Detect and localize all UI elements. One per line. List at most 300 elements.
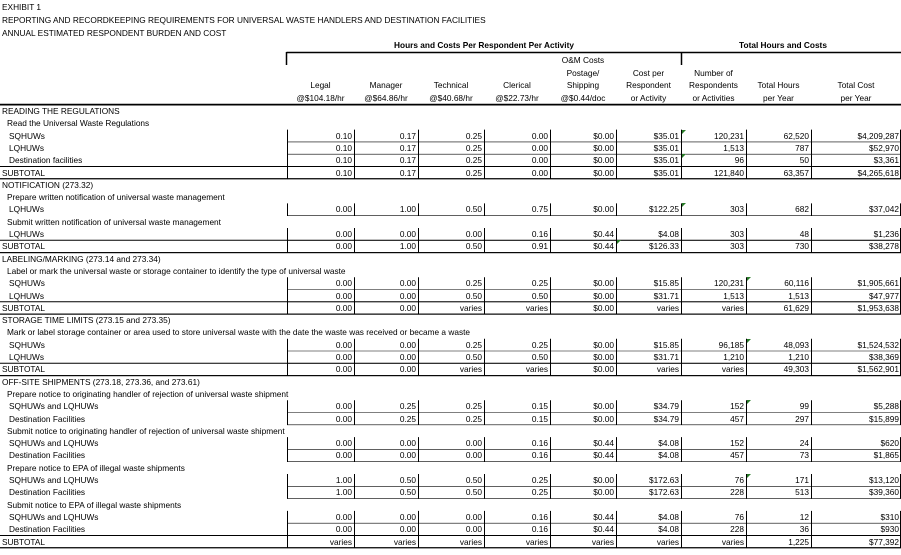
table-cell xyxy=(418,277,484,289)
comment-marker-icon xyxy=(682,203,686,207)
table-row xyxy=(0,290,901,302)
cell-value: 1,513 xyxy=(723,290,744,301)
table-cell xyxy=(550,302,616,314)
cell-value: $38,278 xyxy=(869,241,899,252)
cell-value: $0.00 xyxy=(593,302,614,313)
table-cell xyxy=(811,351,901,363)
table-cell xyxy=(616,474,681,486)
table-cell xyxy=(287,523,354,535)
exhibit-title: REPORTING AND RECORDKEEPING REQUIREMENTS FOR UNIVERSAL WASTE HANDLERS AND DESTINATION FACILITIES xyxy=(2,15,486,25)
table-cell xyxy=(746,203,811,215)
table-cell xyxy=(354,511,418,523)
cell-value: 0.00 xyxy=(335,438,352,449)
table-cell xyxy=(287,413,354,425)
table-cell xyxy=(681,339,746,351)
table-cell xyxy=(616,240,681,252)
table-row xyxy=(0,413,901,425)
subtotal-row xyxy=(0,167,901,179)
table-cell xyxy=(746,400,811,412)
cell-value: 0.00 xyxy=(335,278,352,289)
cell-value: varies xyxy=(459,364,482,375)
row-label: SQHUWs and LQHUWs xyxy=(9,511,99,522)
table-row xyxy=(0,228,901,240)
table-cell xyxy=(550,449,616,461)
cell-value: 0.25 xyxy=(465,339,482,350)
row-label: SQHUWs xyxy=(9,278,45,289)
row-label: Prepare notice to EPA of illegal waste shipments xyxy=(7,462,185,473)
cell-value: 0.10 xyxy=(335,130,352,141)
cell-value: $52,970 xyxy=(869,142,899,153)
cell-value: $0.00 xyxy=(593,204,614,215)
cell-value: 60,116 xyxy=(784,278,809,289)
cell-value: $122.25 xyxy=(649,204,679,215)
cell-value: 0.00 xyxy=(531,142,548,153)
cell-value: 0.00 xyxy=(335,302,352,313)
exhibit-number: EXHIBIT 1 xyxy=(2,2,42,12)
cell-value: $39,360 xyxy=(869,487,899,498)
row-label: Submit written notification of universal waste management xyxy=(7,216,221,227)
table-cell xyxy=(287,511,354,523)
table-cell xyxy=(484,228,550,240)
cell-value: $47,977 xyxy=(869,290,899,301)
cell-value: 0.16 xyxy=(531,438,548,449)
table-cell xyxy=(550,413,616,425)
table-cell xyxy=(418,351,484,363)
cell-value: $0.00 xyxy=(593,364,614,375)
activity-row xyxy=(0,117,901,129)
table-cell xyxy=(287,486,354,498)
cell-value: $0.00 xyxy=(593,167,614,178)
cell-value: 0.50 xyxy=(465,475,482,485)
table-row xyxy=(0,400,901,412)
cell-value: 0.25 xyxy=(465,167,482,178)
table-row xyxy=(0,277,901,289)
row-label: READING THE REGULATIONS xyxy=(2,106,120,116)
cell-value: 0.91 xyxy=(531,241,548,252)
cell-value: 0.50 xyxy=(399,487,416,498)
table-cell xyxy=(484,400,550,412)
table-cell xyxy=(616,437,681,449)
table-cell xyxy=(681,167,746,179)
cell-value: 0.50 xyxy=(531,352,548,362)
table-cell xyxy=(550,277,616,289)
table-cell xyxy=(550,486,616,498)
table-cell xyxy=(484,351,550,363)
cell-value: $4.08 xyxy=(658,450,679,461)
cell-value: 12 xyxy=(799,511,809,522)
table-cell xyxy=(287,400,354,412)
cell-value: varies xyxy=(656,364,679,375)
table-cell xyxy=(811,290,901,302)
cell-value: 457 xyxy=(730,450,744,461)
table-cell xyxy=(484,339,550,351)
table-cell xyxy=(418,142,484,154)
cell-value: $1,562,901 xyxy=(857,364,899,375)
table-cell xyxy=(418,413,484,425)
cell-value: varies xyxy=(591,536,614,547)
table-cell xyxy=(354,302,418,314)
table-cell xyxy=(354,413,418,425)
table-cell xyxy=(484,413,550,425)
table-cell xyxy=(484,290,550,302)
table-cell xyxy=(811,130,901,142)
table-cell xyxy=(354,228,418,240)
cell-value: 0.10 xyxy=(335,142,352,153)
comment-marker-icon xyxy=(747,474,751,478)
table-cell xyxy=(287,437,354,449)
cell-value: $37,042 xyxy=(869,204,899,215)
cell-value: 0.25 xyxy=(399,401,416,412)
table-cell xyxy=(354,449,418,461)
activity-row xyxy=(0,191,901,203)
cell-value: 96,185 xyxy=(718,339,744,350)
row-label: LQHUWs xyxy=(9,142,45,153)
cell-value: 49,303 xyxy=(783,364,809,375)
cell-value: 0.16 xyxy=(531,450,548,461)
cell-value: $0.44 xyxy=(593,511,614,522)
row-label: SUBTOTAL xyxy=(2,536,46,547)
cell-value: 0.50 xyxy=(399,475,416,485)
cell-value: 0.00 xyxy=(335,511,352,522)
table-row xyxy=(0,523,901,535)
comment-marker-icon xyxy=(747,277,751,281)
cell-value: 0.00 xyxy=(335,204,352,215)
column-header: Clerical @$22.73/hr xyxy=(495,80,539,103)
row-label: LQHUWs xyxy=(9,204,45,215)
cell-value: 730 xyxy=(795,241,809,252)
row-label: SQHUWs and LQHUWs xyxy=(9,401,99,412)
cell-value: $0.00 xyxy=(593,352,614,362)
table-cell xyxy=(746,351,811,363)
cell-value: 0.00 xyxy=(399,438,416,449)
cell-value: 0.00 xyxy=(335,450,352,461)
table-cell xyxy=(484,449,550,461)
table-cell xyxy=(681,449,746,461)
table-cell xyxy=(811,474,901,486)
table-cell xyxy=(354,437,418,449)
cell-value: 48,093 xyxy=(783,339,809,350)
table-cell xyxy=(616,302,681,314)
cell-value: $0.00 xyxy=(593,290,614,301)
table-cell xyxy=(746,277,811,289)
section-row xyxy=(0,376,901,388)
table-cell xyxy=(354,130,418,142)
cell-value: 0.00 xyxy=(335,352,352,362)
cell-value: varies xyxy=(721,302,744,313)
table-cell xyxy=(354,486,418,498)
table-cell xyxy=(418,437,484,449)
table-cell xyxy=(287,290,354,302)
subtotal-row xyxy=(0,363,901,375)
table-cell xyxy=(616,277,681,289)
cell-value: varies xyxy=(656,536,679,547)
table-cell xyxy=(550,240,616,252)
table-cell xyxy=(616,511,681,523)
table-cell xyxy=(354,277,418,289)
row-label: Destination Facilities xyxy=(9,413,86,424)
cell-value: 1.00 xyxy=(399,204,416,215)
cell-value: 0.15 xyxy=(531,401,548,412)
table-cell xyxy=(550,536,616,548)
table-cell xyxy=(811,228,901,240)
table-cell xyxy=(550,339,616,351)
table-cell xyxy=(287,154,354,166)
cell-value: $15,899 xyxy=(869,413,899,424)
table-cell xyxy=(746,536,811,548)
table-cell xyxy=(287,363,354,375)
column-header: Cost per Respondent or Activity xyxy=(626,67,671,103)
cell-value: 228 xyxy=(730,524,744,535)
activity-row xyxy=(0,265,901,277)
cell-value: 0.25 xyxy=(465,401,482,412)
table-row xyxy=(0,130,901,142)
table-cell xyxy=(811,142,901,154)
cell-value: 0.00 xyxy=(399,524,416,535)
cell-value: $1,236 xyxy=(873,229,899,239)
table-cell xyxy=(681,474,746,486)
table-cell xyxy=(354,536,418,548)
cell-value: 0.25 xyxy=(465,278,482,289)
cell-value: 0.25 xyxy=(531,475,548,485)
cell-value: 120,231 xyxy=(714,278,744,289)
cell-value: 0.50 xyxy=(465,241,482,252)
row-label: Destination Facilities xyxy=(9,450,86,461)
cell-value: 0.00 xyxy=(531,155,548,166)
table-row xyxy=(0,474,901,486)
group-header-per-respondent: Hours and Costs Per Respondent Per Activity xyxy=(394,40,574,50)
subtotal-row xyxy=(0,536,901,548)
exhibit-subtitle: ANNUAL ESTIMATED RESPONDENT BURDEN AND COST xyxy=(2,28,227,38)
section-row xyxy=(0,105,901,117)
section-row xyxy=(0,253,901,265)
table-cell xyxy=(746,339,811,351)
table-cell xyxy=(746,437,811,449)
cell-value: varies xyxy=(656,302,679,313)
cell-value: 0.50 xyxy=(465,487,482,498)
cell-value: $1,953,638 xyxy=(857,302,899,313)
table-cell xyxy=(681,154,746,166)
cell-value: $126.33 xyxy=(649,241,679,252)
table-cell xyxy=(616,130,681,142)
table-cell xyxy=(616,290,681,302)
cell-value: $0.00 xyxy=(593,401,614,412)
row-label: SQHUWs xyxy=(9,339,45,350)
row-label: OFF-SITE SHIPMENTS (273.18, 273.36, and 273.61) xyxy=(2,376,200,387)
table-cell xyxy=(550,203,616,215)
table-cell xyxy=(746,154,811,166)
row-label: Read the Universal Waste Regulations xyxy=(7,118,150,129)
cell-value: 1,225 xyxy=(788,536,809,547)
table-row xyxy=(0,486,901,498)
cell-value: 303 xyxy=(730,204,744,215)
table-cell xyxy=(616,449,681,461)
cell-value: varies xyxy=(459,536,482,547)
activity-row xyxy=(0,425,901,437)
column-header: Number of Respondents or Activities xyxy=(689,67,738,103)
table-cell xyxy=(616,523,681,535)
table-cell xyxy=(616,154,681,166)
table-cell xyxy=(746,474,811,486)
comment-marker-icon xyxy=(617,240,621,244)
table-cell xyxy=(681,536,746,548)
cell-value: 0.00 xyxy=(465,229,482,239)
cell-value: 0.25 xyxy=(465,130,482,141)
table-cell xyxy=(354,339,418,351)
table-cell xyxy=(616,339,681,351)
cell-value: 0.00 xyxy=(335,364,352,375)
table-cell xyxy=(418,523,484,535)
table-cell xyxy=(550,363,616,375)
cell-value: $35.01 xyxy=(653,155,679,166)
table-cell xyxy=(616,228,681,240)
table-cell xyxy=(484,154,550,166)
cell-value: $930 xyxy=(880,524,899,535)
cell-value: $0.00 xyxy=(593,278,614,289)
table-cell xyxy=(354,142,418,154)
table-row xyxy=(0,351,901,363)
table-cell xyxy=(681,400,746,412)
row-label: Mark or label storage container or area used to store universal waste with the date the waste was received or became a waste xyxy=(7,327,471,338)
table-cell xyxy=(811,523,901,535)
cell-value: $4.08 xyxy=(658,524,679,535)
row-label: SUBTOTAL xyxy=(2,364,46,375)
table-cell xyxy=(746,130,811,142)
cell-value: 76 xyxy=(734,511,744,522)
cell-value: 0.00 xyxy=(335,401,352,412)
table-row xyxy=(0,154,901,166)
table-cell xyxy=(681,437,746,449)
table-cell xyxy=(550,154,616,166)
comment-marker-icon xyxy=(747,339,751,343)
cell-value: 171 xyxy=(795,475,809,485)
table-cell xyxy=(354,523,418,535)
cell-value: 0.00 xyxy=(335,290,352,301)
comment-marker-icon xyxy=(747,400,751,404)
table-cell xyxy=(681,142,746,154)
table-cell xyxy=(354,240,418,252)
cell-value: $0.44 xyxy=(593,524,614,535)
table-cell xyxy=(681,290,746,302)
table-cell xyxy=(550,130,616,142)
row-label: SUBTOTAL xyxy=(2,167,46,178)
table-cell xyxy=(681,363,746,375)
cell-value: 0.00 xyxy=(335,413,352,424)
table-cell xyxy=(550,437,616,449)
cell-value: 152 xyxy=(730,438,744,449)
table-cell xyxy=(287,130,354,142)
row-label: Destination facilities xyxy=(9,155,83,166)
cell-value: 1.00 xyxy=(399,241,416,252)
row-label: LQHUWs xyxy=(9,352,45,362)
subtotal-row xyxy=(0,240,901,252)
table-cell xyxy=(681,130,746,142)
table-cell xyxy=(616,363,681,375)
cell-value: 0.10 xyxy=(335,167,352,178)
cell-value: $31.71 xyxy=(653,352,679,362)
cell-value: 36 xyxy=(799,524,809,535)
cell-value: 303 xyxy=(730,241,744,252)
cell-value: 0.00 xyxy=(399,339,416,350)
table-cell xyxy=(484,130,550,142)
table-cell xyxy=(484,486,550,498)
cell-value: 457 xyxy=(730,413,744,424)
table-cell xyxy=(418,536,484,548)
table-cell xyxy=(616,413,681,425)
cell-value: 0.00 xyxy=(399,302,416,313)
cell-value: 0.25 xyxy=(531,278,548,289)
cell-value: 228 xyxy=(730,487,744,498)
subtotal-row xyxy=(0,302,901,314)
cell-value: 0.16 xyxy=(531,511,548,522)
cell-value: varies xyxy=(329,536,352,547)
cell-value: varies xyxy=(525,302,548,313)
table-cell xyxy=(550,400,616,412)
cell-value: 297 xyxy=(795,413,809,424)
cell-value: 0.25 xyxy=(465,155,482,166)
table-cell xyxy=(550,228,616,240)
cell-value: 0.00 xyxy=(399,229,416,239)
table-cell xyxy=(418,203,484,215)
table-cell xyxy=(287,228,354,240)
cell-value: $172.63 xyxy=(649,487,679,498)
row-label: LQHUWs xyxy=(9,229,45,239)
cell-value: 303 xyxy=(730,229,744,239)
table-cell xyxy=(681,277,746,289)
cell-value: $0.44 xyxy=(593,450,614,461)
cell-value: 121,840 xyxy=(714,167,744,178)
table-cell xyxy=(484,474,550,486)
cell-value: 787 xyxy=(795,142,809,153)
table-cell xyxy=(418,339,484,351)
table-cell xyxy=(484,240,550,252)
cell-value: 0.16 xyxy=(531,524,548,535)
cell-value: $4.08 xyxy=(658,438,679,449)
table-cell xyxy=(550,290,616,302)
table-cell xyxy=(811,277,901,289)
cell-value: $172.63 xyxy=(649,475,679,485)
table-cell xyxy=(746,413,811,425)
cell-value: varies xyxy=(525,364,548,375)
cell-value: 24 xyxy=(799,438,809,449)
cell-value: 0.00 xyxy=(335,339,352,350)
cell-value: 0.00 xyxy=(531,167,548,178)
table-cell xyxy=(616,167,681,179)
cell-value: 0.50 xyxy=(531,290,548,301)
cell-value: $3,361 xyxy=(873,155,899,166)
cell-value: 0.50 xyxy=(465,290,482,301)
table-cell xyxy=(616,142,681,154)
cell-value: 1.00 xyxy=(335,475,352,485)
column-header: Technical @$40.68/hr xyxy=(429,80,473,103)
cell-value: $0.00 xyxy=(593,487,614,498)
column-header: Total Hours per Year xyxy=(757,80,800,103)
table-cell xyxy=(746,486,811,498)
table-row xyxy=(0,203,901,215)
table-cell xyxy=(550,523,616,535)
cell-value: 0.25 xyxy=(531,487,548,498)
table-cell xyxy=(811,339,901,351)
cell-value: $15.85 xyxy=(653,278,679,289)
column-header: Legal @$104.18/hr xyxy=(296,80,345,103)
table-cell xyxy=(287,536,354,548)
cell-value: 76 xyxy=(734,475,744,485)
cell-value: 1,210 xyxy=(788,352,809,362)
table-cell xyxy=(616,400,681,412)
table-cell xyxy=(746,167,811,179)
table-cell xyxy=(811,203,901,215)
cell-value: 1.00 xyxy=(335,487,352,498)
cell-value: 0.00 xyxy=(465,450,482,461)
